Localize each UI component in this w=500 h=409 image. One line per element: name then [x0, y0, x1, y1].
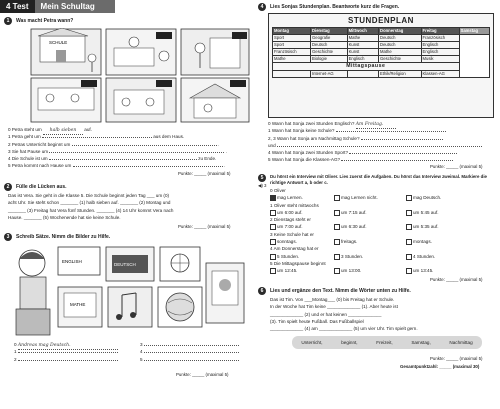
ex1-line-1: 1 Petra geht um aus dem Haus.	[8, 134, 185, 140]
ex5-instruction: Du hörst ein Interview mit Oliver. Lies zuerst die Aufgaben. Du hörst das Interview zweimal. Markiere die richtige Antwort a, b oder c.	[270, 174, 487, 185]
ex4-points: Punkte: _____ (maximal 5)	[430, 164, 483, 169]
ex3-picture-mathe	[58, 287, 102, 327]
checkbox-a[interactable]	[270, 254, 276, 260]
ex1-picture-0	[31, 28, 101, 75]
ex4-questions	[268, 121, 496, 165]
ex3-instruction: Schreib Sätze. Nimm die Bilder zu Hilfe.	[16, 233, 111, 240]
ex1-line-0: 0 Petra steht um halb sieben auf.	[8, 127, 92, 133]
ex4-blank-5[interactable]	[341, 160, 453, 161]
ex5-item-0-question: 0 Oliver	[270, 188, 286, 193]
saturday-empty	[459, 35, 489, 78]
ex3-picture-music	[108, 287, 152, 327]
ex4-blank-1[interactable]	[336, 131, 446, 132]
checkbox-a[interactable]	[270, 239, 276, 245]
ex5-item-0-options: mag Lernen. mag Lernen nicht. mag Deutsch.	[270, 195, 496, 202]
checkbox-b[interactable]	[334, 254, 340, 260]
svg-text:DEUTSCH: DEUTSCH	[114, 262, 136, 267]
total-points: Gesamtpunktzahl: _____ (maximal 30)	[400, 364, 480, 369]
ex3-lines-left	[14, 342, 132, 364]
ex3-picture-english	[58, 247, 100, 275]
ex3-picture-deutsch	[106, 247, 154, 281]
checkbox-c[interactable]	[406, 195, 412, 201]
ex1-instruction: Was macht Petra wann?	[16, 17, 74, 24]
ex3-blank-3[interactable]	[144, 345, 239, 346]
ex6-line-2: _____________ (2) und er hat keinen _____________	[270, 311, 382, 317]
ex2-line-2: _______ (3) Freitag hat Vera fünf Stunden. _______ (4) 14 Uhr kommt Vera nach	[8, 207, 174, 213]
ex6-line-4: _____________ (4) am _____________ (5) um vier Uhr. Tim spielt gern.	[270, 326, 418, 332]
checkbox-b[interactable]	[334, 210, 340, 216]
timetable-row: Sport Geografie Mathe Deutsch Französisch	[273, 35, 490, 42]
checkbox-b[interactable]	[334, 268, 340, 274]
ex3-picture-art	[206, 263, 244, 323]
ex2-number: 2	[4, 183, 12, 191]
ex3-picture-sport	[160, 247, 200, 281]
word-bank-item: Freizeit,	[376, 339, 393, 345]
ex1-picture-4	[106, 78, 176, 122]
ex1-heading	[4, 17, 73, 25]
word-bank-item: Unterricht,	[301, 339, 323, 345]
test-tag: 4 Test	[0, 0, 35, 13]
ex3-pictures	[10, 243, 246, 339]
ex3-line-0: 0 Andreas mag Deutsch.	[14, 342, 132, 349]
timetable-row: Mathe Biologie Englisch Geschichte Musik	[273, 56, 490, 63]
timetable-afternoon-row: Internet-AG Ethik/Religion Klassen-AG	[273, 70, 490, 77]
ex3-boy-picture	[16, 250, 50, 335]
ex1-line-4: 4 Die Schule ist um zu Ende.	[8, 156, 217, 162]
page-header	[0, 0, 115, 13]
ex3-blank-5[interactable]	[144, 360, 239, 361]
checkbox-c[interactable]	[406, 268, 412, 274]
ex1-line-5: 5 Petra kommt nach Hause um .	[8, 163, 226, 169]
ex4-question-5: 5 Wann hat Sonja die Klassen-AG?	[268, 157, 496, 164]
ex1-blank-4[interactable]	[49, 159, 197, 160]
ex3-line-1: 1	[14, 349, 132, 356]
ex1-blank-2[interactable]	[72, 145, 217, 146]
ex2-points: Punkte: _____ (maximal 5)	[178, 224, 231, 229]
ex3-heading	[4, 233, 110, 241]
ex3-line-5: 5	[140, 357, 248, 364]
checkbox-b[interactable]	[334, 239, 340, 245]
ex6-heading	[258, 287, 411, 295]
svg-text:MATHE: MATHE	[70, 302, 86, 307]
ex6-instruction: Lies und ergänze den Text. Nimm die Wörter unten zu Hilfe.	[270, 287, 411, 294]
ex4-blank-2[interactable]	[361, 139, 443, 140]
ex1-picture-2	[181, 29, 249, 75]
checkbox-c[interactable]	[406, 239, 412, 245]
ex5-item-4-question: 4 Am Donnerstag hat er	[270, 246, 319, 252]
ex1-answer-0: halb sieben	[43, 128, 83, 135]
ex3-answer-0: Andreas mag Deutsch.	[18, 343, 118, 350]
ex5-track: ◀) 3	[258, 183, 267, 188]
ex5-item-2-options: um 7:00 auf. um 6:30 auf. um 5:35 auf.	[270, 224, 496, 231]
ex1-blank-1[interactable]	[42, 137, 152, 138]
ex6-text	[270, 297, 496, 333]
ex4-blank-4[interactable]	[349, 153, 457, 154]
word-bank-item: Samstag,	[411, 339, 431, 345]
ex1-line-3: 3 Sie hat Pause um .	[8, 148, 227, 154]
checkbox-b[interactable]	[334, 224, 340, 230]
word-bank-item: beginnt,	[341, 339, 358, 345]
ex2-heading	[4, 183, 67, 191]
page-title: Mein Schultag	[35, 0, 115, 13]
timetable-pause-row: Mittagspause	[273, 63, 490, 71]
checkbox-a-checked[interactable]	[270, 195, 276, 201]
ex4-question-3: und	[268, 143, 496, 150]
ex1-picture-3	[31, 78, 101, 122]
ex1-blank-3[interactable]	[49, 152, 224, 153]
checkbox-c[interactable]	[406, 210, 412, 216]
ex3-lines-right	[140, 342, 248, 364]
ex2-line-3: Hause. _______ (5) Wochenende hat sie keine Schule.	[8, 214, 121, 220]
ex6-line-0: Das ist Tim. Von ___Montag___ (0) bis Freitag hat er Schule.	[270, 297, 395, 302]
ex4-number: 4	[258, 3, 266, 11]
checkbox-a[interactable]	[270, 224, 276, 230]
checkbox-c[interactable]	[406, 254, 412, 260]
timetable-board	[268, 13, 494, 118]
ex5-points: Punkte: _____ (maximal 5)	[430, 277, 483, 282]
ex5-item-1-question: 1 Oliver steht mittwochs	[270, 202, 319, 208]
ex3-line-3: 3	[140, 342, 248, 349]
ex4-question-1: 1 Wann hat Sonja keine Schule?	[268, 128, 496, 135]
ex3-blank-2[interactable]	[18, 360, 118, 361]
ex5-item-1-options: um 6:00 auf. um 7:15 auf. um 5:45 auf.	[270, 210, 496, 217]
checkbox-b[interactable]	[334, 195, 340, 201]
ex4-instruction: Lies Sonjas Stundenplan. Beantworte kurz die Fragen.	[270, 3, 400, 10]
ex1-points: Punkte: _____ (maximal 5)	[178, 171, 231, 176]
timetable	[272, 27, 490, 78]
ex5-item-5-options: um 12:45. um 13:00. um 13:45.	[270, 268, 496, 275]
ex5-heading	[258, 174, 496, 185]
ex1-pictures	[30, 28, 250, 124]
word-bank-item: Nachmittag	[449, 339, 473, 345]
ex1-lines	[8, 127, 243, 171]
ex3-blank-4[interactable]	[144, 352, 239, 353]
ex4-question-0: 0 Wann hat Sonja zwei Stunden Englisch? Am Freitag.	[268, 121, 496, 128]
ex2-instruction: Fülle die Lücken aus.	[16, 183, 67, 190]
ex5-items	[270, 188, 496, 276]
ex5-item-5-question: 5 Die Mittagspause beginnt	[270, 260, 326, 266]
ex2-line-1: acht Uhr. Sie steht schon _______ (1) halb sieben auf. _______ (2) Montag und	[8, 200, 171, 206]
ex3-line-2: 2	[14, 357, 132, 364]
timetable-title: STUNDENPLAN	[348, 16, 414, 25]
ex4-answer-0: Am Freitag.	[356, 122, 396, 129]
ex3-number: 3	[4, 233, 12, 241]
ex6-points: Punkte: _____ (maximal 5)	[430, 356, 483, 361]
checkbox-c[interactable]	[406, 224, 412, 230]
ex3-blank-1[interactable]	[18, 352, 118, 353]
ex2-text	[8, 193, 243, 222]
ex5-item-3-question: 3 Keine Schule hat er	[270, 231, 314, 237]
timetable-header-row: Montag Dienstag Mittwoch Donnerstag Freitag Samstag	[273, 28, 490, 35]
ex5-item-2-question: 2 Dienstags steht er	[270, 217, 311, 223]
ex1-number: 1	[4, 17, 12, 25]
ex5-item-3-options: sonntags. freitags. montags.	[270, 239, 496, 246]
ex4-blank-3[interactable]	[277, 146, 482, 147]
ex3-picture-globe	[158, 287, 202, 327]
ex4-question-4: 4 Wann hat Sonja zwei Stunden Sport?	[268, 150, 496, 157]
ex5-number: 5	[258, 174, 266, 182]
checkbox-a[interactable]	[270, 210, 276, 216]
ex6-number: 6	[258, 287, 266, 295]
checkbox-a[interactable]	[270, 268, 276, 274]
ex1-picture-1	[106, 29, 176, 75]
ex2-line-0: Das ist Vera. Sie geht in die Klasse 5. Die Schule beginnt jeden Tag ___ um (0)	[8, 193, 170, 198]
ex5-item-4-options: 5 Stunden. 3 Stunden. 4 Stunden.	[270, 254, 496, 261]
ex4-question-2: 2, 3 Wann hat Sonja am Nachmittag Schule?	[268, 136, 496, 143]
ex4-heading	[258, 3, 399, 11]
ex6-line-1: In der Woche hat Tim keine _____________ (1). Aber heute ist	[270, 304, 398, 310]
ex6-line-3: (3). Tim spielt heute Fußball. Das Fußballspiel	[270, 318, 364, 324]
timetable-row: Sport Deutsch Kunst Deutsch Englisch	[273, 42, 490, 49]
svg-text:ENGLISH: ENGLISH	[62, 259, 82, 264]
school-sign: SCHULE	[49, 40, 68, 45]
ex1-line-2: 2 Petras Unterricht beginnt um .	[8, 141, 220, 147]
ex1-blank-5[interactable]	[73, 166, 223, 167]
ex3-line-4: 4	[140, 349, 248, 356]
ex1-picture-5	[181, 78, 249, 122]
ex3-points: Punkte: _____ (maximal 5)	[176, 372, 229, 377]
word-bank	[292, 336, 482, 349]
timetable-row: Französisch Geschichte Kunst Mathe Englisch	[273, 49, 490, 56]
